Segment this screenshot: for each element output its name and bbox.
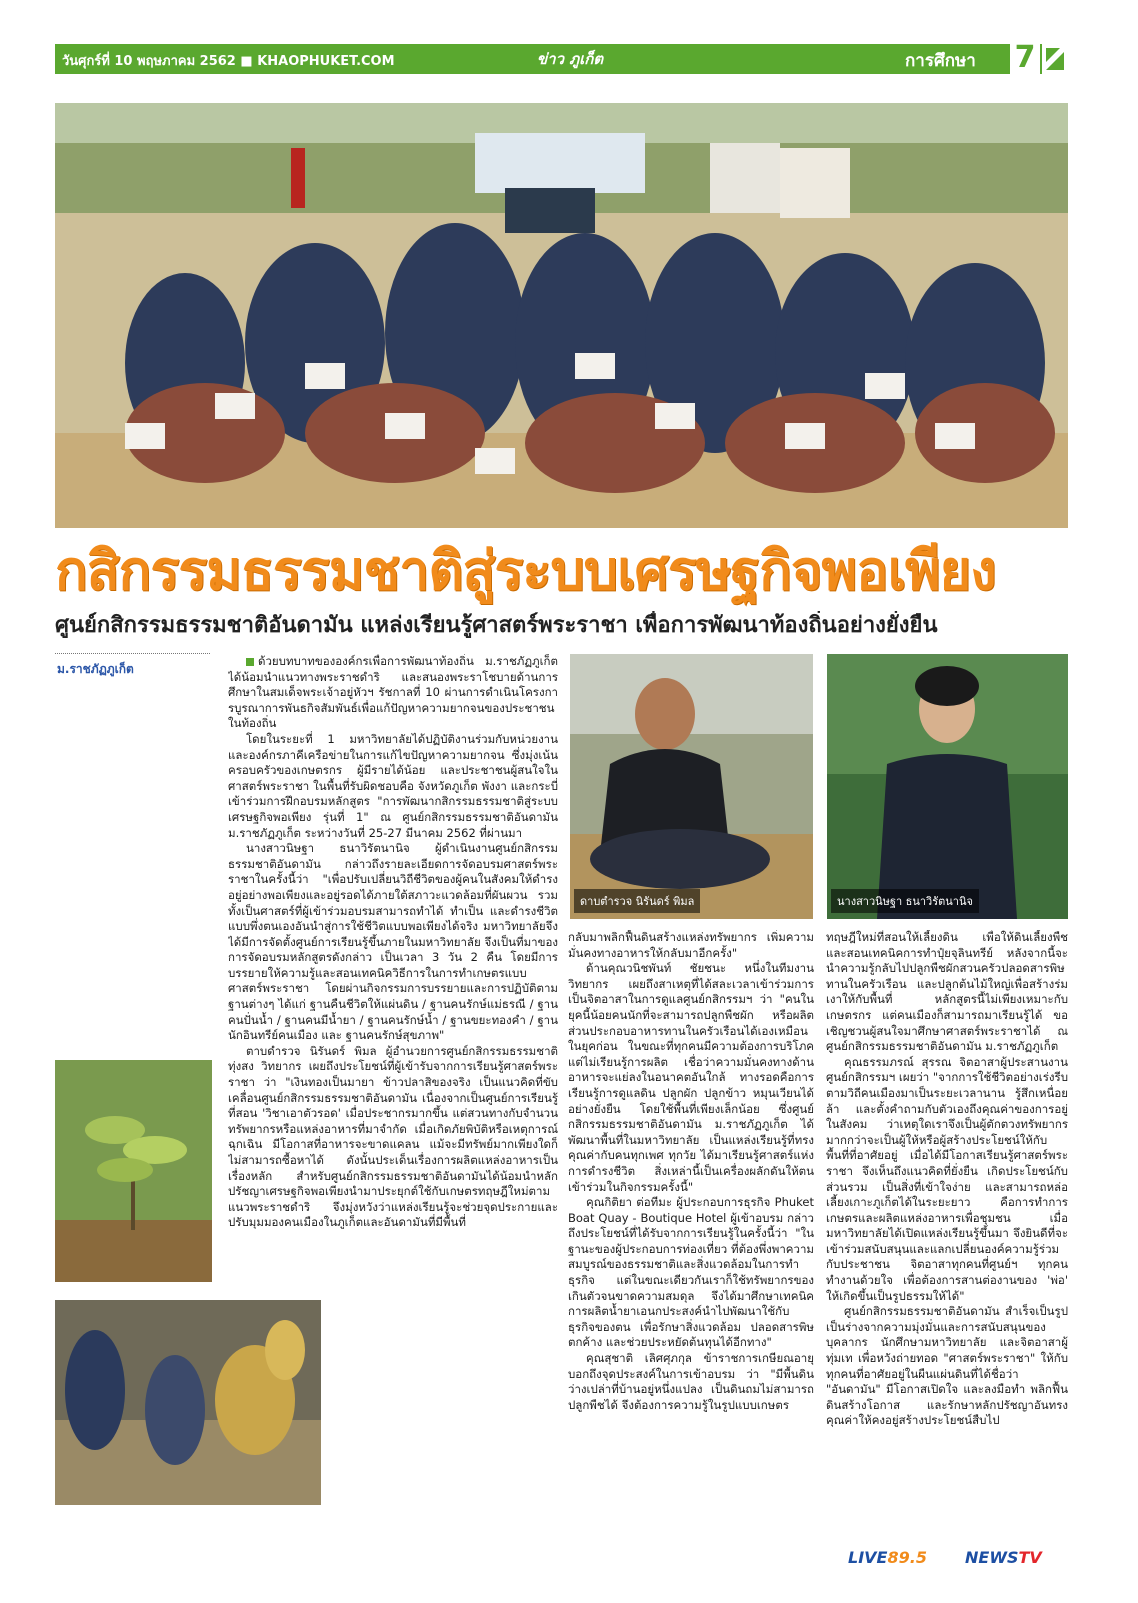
instructor-photo [570, 654, 813, 919]
group-photo [55, 103, 1068, 528]
byline-rule [55, 653, 210, 654]
paragraph: ศูนย์กสิกรรมธรรมชาติอันดามัน สำเร็จเป็นรูปเป็นร่างจากความมุ่งมั่นและการสนับสนุนของบุคลากร นักศึกษามหาวิทยาลัย และจิตอาสาผู้ทุ่มเท เพื่อหวังถ่ายทอด "ศาสตร์พระราชา" ให้กับทุกคนที่อาศัยอยู่ในผืนแผ่นดินที่ได้ชื่อว่า "อันดามัน" มีโอกาสเปิดใจ และลงมือทำ พลิกฟื้นดินสร้างโอกาส และรักษาหลักปรัชญาอันทรงคุณค่าให้คงอยู่สร้างประโยชน์สืบไป [826, 1304, 1068, 1428]
paragraph: คุณกิติยา ต่อทีมะ ผู้ประกอบการธุรกิจ Phuket Boat Quay - Boutique Hotel ผู้เข้าอบรม กล่าวถึงประโยชน์ที่ได้รับจากการเรียนรู้ในครั้งนี้ว่า "ในฐานะของผู้ประกอบการท่องเที่ยว ที่ต้องพึ่งพาความสมบูรณ์ของธรรมชาติและสิ่งแวดล้อมในการทำธุรกิจ แต่ในขณะเดียวกันเราก็ใช้ทรัพยากรของเกินตัวจนขาดความสมดุล จึงได้มาศึกษาเทคนิคการผลิตน้ำยาเอนกประสงค์นำไปพัฒนาใช้กับธุรกิจของตน เพื่อรักษาสิ่งแวดล้อม ปลอดสารพิษตกค้าง และช่วยประหยัดต้นทุนได้อีกทาง" [568, 1195, 814, 1350]
article-column-2 [568, 930, 814, 1585]
issue-date: วันศุกร์ที่ 10 พฤษภาคม 2562 ■ KHAOPHUKET.COM [62, 54, 395, 69]
news-tv-logo: NEWSTV [965, 1548, 1042, 1567]
paragraph: โดยในระยะที่ 1 มหาวิทยาลัยได้ปฏิบัติงานร่วมกับหน่วยงาน และองค์กรภาคีเครือข่ายในการแก้ไขปัญหาความยากจน ซึ่งมุ่งเน้นครอบครัวของเกษตรกร ผู้มีรายได้น้อย และประชาชนผู้สนใจในศาสตร์พระราชา ในพื้นที่รับผิดชอบคือ จังหวัดภูเก็ต พังงา และกระบี่ เข้าร่วมการฝึกอบรมหลักสูตร "การพัฒนากสิกรรมธรรมชาติสู่ระบบเศรษฐกิจพอเพียง รุ่นที่ 1" ณ ศูนย์กสิกรรมธรรมชาติอันดามัน ม.ราชภัฏภูเก็ต ระหว่างวันที่ 25-27 มีนาคม 2562 ที่ผ่านมา [228, 731, 558, 840]
paper-logo: ข่าว ภูเก็ต [536, 50, 604, 68]
article-subheadline: ศูนย์กสิกรรมธรรมชาติอันดามัน แหล่งเรียนรู้ศาสตร์พระราชา เพื่อการพัฒนาท้องถิ่นอย่างยั่งยืน [55, 613, 938, 638]
article-column-3 [826, 930, 1068, 1585]
paragraph: คุณสุชาติ เลิศศุภกุล ข้าราชการเกษียณอายุ บอกถึงจุดประสงค์ในการเข้าอบรม ว่า "มีพื้นดินว่างเปล่าที่บ้านอยู่หนึ่งแปลง เป็นดินถมไม่สามารถปลูกพืชได้ จึงต้องการความรู้ในรูปแบบเกษตร [568, 1351, 814, 1412]
paragraph: ตาบดำรวจ นิรันดร์ พิมล ผู้อำนวยการศูนย์กสิกรรมธรรมชาติทุ่งสง วิทยากร เผยถึงประโยชน์ที่ผู้เข้ารับจากการเรียนรู้ศาสตร์พระราชา ว่า "เงินทองเป็นมายา ข้าวปลาสิของจริง เป็นแนวคิดที่ขับเคลื่อนศูนย์กสิกรรมธรรมชาติอันดามัน เนื่องจากเป็นศูนย์การเรียนรู้ที่สอน 'วิชาเอาตัวรอด' เมื่อประชากรมากขึ้น แต่สวนทางกับจำนวนทรัพยากรหรือแหล่งอาหารที่มาจำกัด เมื่อเกิดภัยพิบัติหรือเหตุการณ์ฉุกเฉิน มีโอกาสที่อาหารจะขาดแคลน แม้จะมีทรัพย์มากเพียงใดก็ไม่สามารถซื้อหาได้ ดังนั้นประเด็นเรื่องการผลิตแหล่งอาหารเป็นเรื่องหลัก สำหรับศูนย์กสิกรรมธรรมชาติอันดามันได้น้อมนำหลักปรัชญาเศรษฐกิจพอเพียงนำมาประยุกต์ใช้กับเกษตรทฤษฎีใหม่ตามแนวพระราชดำริ จึงมุ่งหวังว่าแหล่งเรียนรู้จะช่วยจุดประกายและปรับมุมมองคนเมืองในภูเก็ตและอันดามันที่มีพื้นที่ [228, 1043, 558, 1230]
photo-caption: ดาบตำรวจ นิรันดร์ พิมล [574, 889, 700, 913]
paragraph: กลับมาพลิกฟื้นดินสร้างแหล่งทรัพยากร เพิ่มความมั่นคงทางอาหารให้กลับมาอีกครั้ง" [568, 930, 814, 960]
students-planting-photo [55, 1300, 321, 1505]
paragraph: คุณธรรมภรณ์ สุรรณ จิตอาสาผู้ประสานงานศูนย์กสิกรรมฯ เผยว่า "จากการใช้ชีวิตอย่างเร่งรีบตามวิถีคนเมืองมาเป็นระยะเวลานาน รู้สึกเหนื่อยล้า และตั้งคำถามกับตัวเองถึงคุณค่าของการอยู่ในสังคม ว่าเหตุใดเราจึงเป็นผู้ตักตวงทรัพยากรมากกว่าจะเป็นผู้ให้หรือผู้สร้างประโยชน์ให้กับพื้นที่ที่อาศัยอยู่ เมื่อได้มีโอกาสเรียนรู้ศาสตร์พระราชา จึงเห็นถึงแนวคิดที่ยั่งยืน เกิดประโยชน์กับส่วนรวม เป็นสิ่งที่เข้าใจง่าย และสามารถหล่อเลี้ยงเกาะภูเก็ตได้ในระยะยาว คือการทำการเกษตรและผลิตแหล่งอาหารเพื่อชุมชน เมื่อมหาวิทยาลัยได้เปิดแหล่งเรียนรู้ขึ้นมา จึงยินดีที่จะเข้าร่วมสนับสนุนและแลกเปลี่ยนองค์ความรู้ร่วมกับประชาชน จิตอาสาทุกคนที่ศูนย์ฯ ทุกคนทำงานด้วยใจ เพื่อต้องการสานต่องานของ 'พ่อ' ให้เกิดขึ้นเป็นรูปธรรมให้ได้" [826, 1054, 1068, 1303]
section-title: การศึกษา [905, 51, 976, 71]
live-radio-logo: LIVE89.5 [848, 1548, 927, 1567]
paragraph: ด้านคุณวนิชพันท์ ชัยชนะ หนึ่งในทีมงานวิทยากร เผยถึงสาเหตุที่ได้สละเวลาเข้าร่วมการเป็นจิตอาสาในการดูแลศูนย์กสิกรรมฯ ว่า "คนในยุคนี้น้อยคนนักที่จะสามารถปลูกพืชผัก หรือผลิตส่วนประกอบอาหารทานในครัวเรือนได้เองเหมือนในยุคก่อน ในขณะที่ทุกคนมีความต้องการบริโภค แต่ไม่เรียนรู้การผลิต เชื่อว่าความมั่นคงทางด้านอาหารจะแย่ลงในอนาคตอันใกล้ ทางรอดคือการเรียนรู้การดูแลดิน ปลูกผัก ปลูกข้าว หมุนเวียนได้อย่างยั่งยืน โดยใช้พื้นที่เพียงเล็กน้อย ซึ่งศูนย์กสิกรรมธรรมชาติอันดามัน ม.ราชภัฏภูเก็ต ได้พัฒนาพื้นที่ในมหาวิทยาลัย เป็นแหล่งเรียนรู้ที่ทรงคุณค่ากับคนทุกเพศ ทุกวัย ได้มาเรียนรู้ศาสตร์แห่งการดำรงชีวิต สิ่งเหล่านี้เป็นเครื่องผลักดันให้ตนเข้าร่วมในกิจกรรมครั้งนี้" [568, 961, 814, 1194]
paragraph: ทฤษฎีใหม่ที่สอนให้เลี้ยงดิน เพื่อให้ดินเลี้ยงพืช และสอนเทคนิคการทำปุ๋ยจุลินทรีย์ หลังจากนี้จะนำความรู้กลับไปปลูกพืชผักสวนครัวปลอดสารพิษทานในครัวเรือน และปลูกต้นไม้ใหญ่เพื่อสร้างร่มเงาให้กับพื้นที่ หลักสูตรนี้ไม่เพียงเหมาะกับเกษตรกร แต่คนเมืองก็สามารถมาเรียนรู้ได้ ขอเชิญชวนผู้สนใจมาศึกษาศาสตร์พระราชาได้ ณ ศูนย์กสิกรรมธรรมชาติอันดามัน ม.ราชภัฏภูเก็ต [826, 930, 1068, 1054]
bullet-icon [246, 658, 254, 666]
page-number: 7 [1010, 40, 1040, 76]
photo-caption: นางสาวนิษฐา ธนาวิรัตนานิจ [831, 889, 979, 913]
coordinator-photo [827, 654, 1068, 919]
corner-arrow-icon [1042, 44, 1068, 74]
article-headline: กสิกรรมธรรมชาติสู่ระบบเศรษฐกิจพอเพียง [55, 539, 996, 602]
paragraph: นางสาวนิษฐา ธนาวิรัตนานิจ ผู้ดำเนินงานศูนย์กสิกรรมธรรมชาติอันดามัน กล่าวถึงรายละเอียดการจัดอบรมศาสตร์พระราชาในครั้งนี้ว่า "เพื่อปรับเปลี่ยนวิถีชีวิตของผู้คนในสังคมให้ดำรงอยู่อย่างพอเพียงและอยู่รอดได้ภายใต้สภาวะแวดล้อมที่ผันผวน รวมทั้งเป็นศาสตร์ที่ผู้เข้าร่วมอบรมสามารถทำได้ ทำเป็น และดำรงชีวิตแบบพึ่งตนเองอันนำสู่การใช้ชีวิตแบบพอเพียงได้จริง มหาวิทยาลัยจึงได้มีการจัดตั้งศูนย์การเรียนรู้ขึ้นภายในมหาวิทยาลัย จึงเป็นที่มาของการจัดอบรมหลักสูตรดังกล่าว เป็นเวลา 3 วัน 2 คืน โดยมีการบรรยายให้ความรู้และสอนเทคนิควิธีการในการทำเกษตรแบบศาสตร์พระราชา โดยผ่านกิจกรรมการบรรยายและการปฏิบัติตามฐานต่างๆ ได้แก่ ฐานคืนชีวิตให้แผ่นดิน / ฐานคนรักษ์แม่ธรณี / ฐานคนปั่นน้ำ / ฐานคนมีน้ำยา / ฐานคนรักษ์น้ำ / ฐานขยะทองคำ / ฐานนักอินทรีย์คนเมือง และ ฐานคนรักษ์สุขภาพ" [228, 841, 558, 1043]
seedling-photo [55, 1060, 212, 1282]
paragraph: ด้วยบทบาทขององค์กรเพื่อการพัฒนาท้องถิ่น ม.ราชภัฏภูเก็ต ได้น้อมนำแนวทางพระราชดำริ และสนองพระราโชบายด้านการศึกษาในสมเด็จพระเจ้าอยู่หัวฯ รัชกาลที่ 10 ผ่านการดำเนินโครงการบูรณาการพันธกิจสัมพันธ์เพื่อแก้ปัญหาความยากจนของประชาชนในท้องถิ่น [228, 654, 558, 731]
byline: ม.ราชภัฏภูเก็ต [57, 662, 134, 676]
